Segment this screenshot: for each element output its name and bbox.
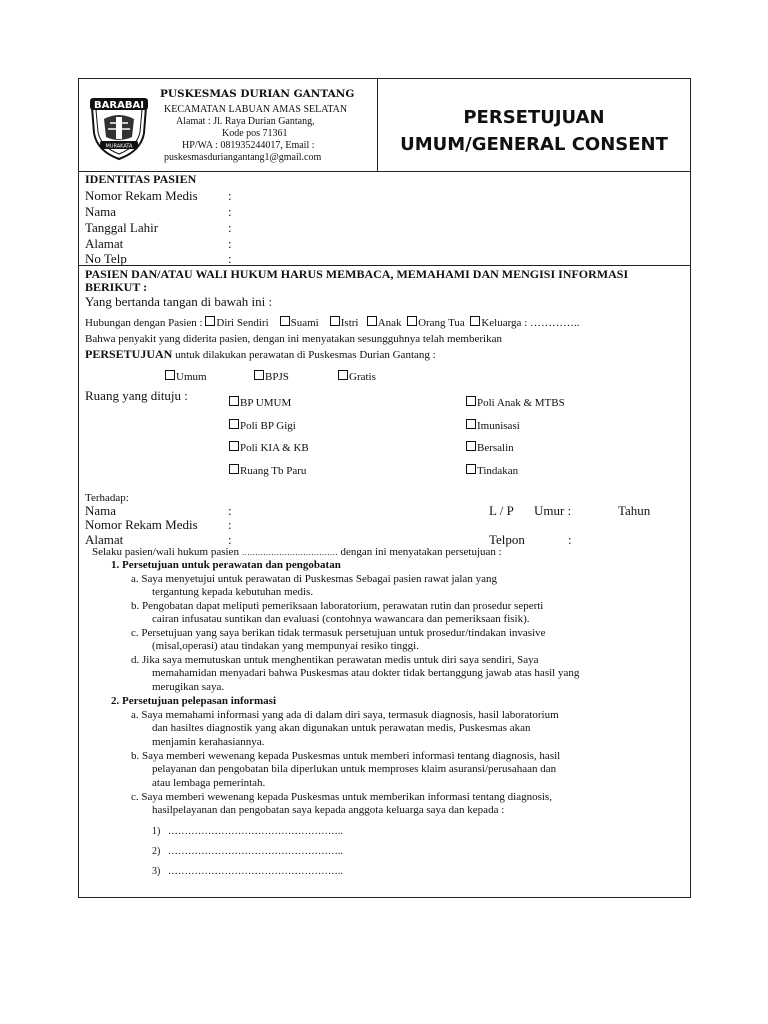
postcode: Kode pos 71361	[222, 128, 288, 139]
ruang-label: Ruang yang dituju :	[85, 388, 188, 403]
field-alamat-label: Alamat	[85, 236, 124, 251]
form-title	[380, 104, 688, 158]
checkbox[interactable]	[466, 396, 476, 406]
terhadap-lp: L / P	[489, 503, 514, 518]
statement-bold: PERSETUJUAN	[85, 347, 173, 361]
terhadap-nama-label: Nama	[85, 503, 117, 518]
family-line-dots: ……………………………………………..	[167, 826, 343, 837]
consent-intro-dots: ………………………………	[241, 548, 338, 557]
checkbox[interactable]	[407, 316, 417, 326]
checkbox[interactable]	[338, 370, 348, 380]
consent-intro-b: dengan ini menyatakan persetujuan :	[340, 546, 502, 558]
title-line1: PERSETUJUAN	[463, 107, 605, 128]
payment-gratis[interactable]: Gratis	[338, 370, 376, 383]
identity-bottom-rule	[78, 265, 691, 266]
field-nama-label: Nama	[85, 204, 117, 219]
s1-b-line1: b. Pengobatan dapat meliputi pemeriksaan laboratorium, perawatan rutin dan prosedur seperti	[131, 600, 544, 612]
field-nama-sep: :	[228, 204, 232, 219]
checkbox[interactable]	[466, 419, 476, 429]
field-dob-label: Tanggal Lahir	[85, 220, 159, 235]
checkbox[interactable]	[254, 370, 264, 380]
ruang-poli-kia[interactable]: Poli KIA & KB	[229, 441, 309, 454]
checkbox[interactable]	[229, 419, 239, 429]
ruang-bersalin[interactable]: Bersalin	[466, 441, 514, 454]
ruang-tb-paru[interactable]: Ruang Tb Paru	[229, 464, 306, 477]
section1-title: 1. Persetujuan untuk perawatan dan pengobatan	[111, 559, 341, 571]
s1-a-line2: tergantung kepada kebutuhan medis.	[152, 586, 314, 598]
section2-title: 2. Persetujuan pelepasan informasi	[111, 695, 276, 707]
relation-wife[interactable]: Istri	[330, 317, 359, 329]
ruang-bp-umum[interactable]: BP UMUM	[229, 396, 291, 409]
address: Alamat : Jl. Raya Durian Gantang,	[176, 116, 315, 127]
checkbox[interactable]	[229, 441, 239, 451]
logo-text-top: BARABAI	[94, 100, 144, 111]
instruction-line2: BERIKUT :	[85, 280, 148, 294]
instruction-line1: PASIEN DAN/ATAU WALI HUKUM HARUS MEMBACA, MEMAHAMI DAN MENGISI INFORMASI	[85, 267, 629, 281]
statement-line1: Bahwa penyakit yang diderita pasien, dengan ini menyatakan sesungguhnya telah memberikan	[85, 333, 502, 345]
family-line-1[interactable]	[152, 826, 343, 837]
terhadap-telpon-sep: :	[568, 532, 572, 547]
checkbox[interactable]	[330, 316, 340, 326]
ruang-imunisasi[interactable]: Imunisasi	[466, 419, 520, 432]
family-line-dots: ……………………………………………..	[167, 846, 343, 857]
checkbox[interactable]	[280, 316, 290, 326]
family-line-num: 2)	[152, 846, 161, 857]
s1-d-line1: d. Jika saya memutuskan untuk menghentikan perawatan medis untuk diri saya sendiri, Saya	[131, 654, 539, 666]
email: puskesmasduriangantang1@gmail.com	[164, 152, 322, 163]
relation-child[interactable]: Anak	[367, 317, 402, 329]
field-telp-sep: :	[228, 251, 232, 266]
s1-c-line2: (misal,operasi) atau tindakan yang mempunyai resiko tinggi.	[152, 640, 419, 652]
signer-line: Yang bertanda tangan di bawah ini :	[85, 294, 273, 309]
org-name: PUSKESMAS DURIAN GANTANG	[160, 88, 355, 100]
contact: HP/WA : 081935244017, Email :	[182, 140, 315, 151]
terhadap-umur: Umur :	[534, 503, 572, 518]
relation-family[interactable]: Keluarga	[470, 317, 521, 329]
checkbox[interactable]	[367, 316, 377, 326]
checkbox[interactable]	[466, 464, 476, 474]
family-line-2[interactable]	[152, 846, 343, 857]
payment-bpjs[interactable]: BPJS	[254, 370, 289, 383]
consent-intro-a: Selaku pasien/wali hukum pasien	[92, 546, 239, 558]
terhadap-tahun: Tahun	[618, 503, 651, 518]
payment-umum[interactable]: Umum	[165, 370, 207, 383]
s1-b-line2: cairan infusatau suntikan dan evaluasi (contohnya wawancara dan pemeriksaan fisik).	[152, 613, 530, 625]
s1-a-line1: a. Saya menyetujui untuk perawatan di Puskesmas Sebagai pasien rawat jalan yang	[131, 573, 497, 585]
s2-a-line2: dan hasiltes diagnostik yang akan digunakan untuk perawatan medis, Puskesmas akan	[152, 722, 531, 734]
field-nrm-sep: :	[228, 188, 232, 203]
consent-intro	[92, 546, 502, 558]
field-telp-label: No Telp	[85, 251, 127, 266]
s1-c-line1: c. Persetujuan yang saya berikan tidak termasuk persetujuan untuk prosedur/tindakan invasive	[131, 627, 546, 639]
family-line-3[interactable]	[152, 866, 343, 877]
checkbox[interactable]	[470, 316, 480, 326]
family-line-num: 1)	[152, 826, 161, 837]
terhadap-nama-sep: :	[228, 503, 232, 518]
checkbox[interactable]	[205, 316, 215, 326]
relation-parent[interactable]: Orang Tua	[407, 317, 465, 329]
statement-line2	[85, 347, 436, 362]
s1-d-line3: merugikan saya.	[152, 681, 225, 693]
relation-row	[85, 316, 580, 329]
s1-d-line2: memahamidan menyadari bahwa Puskesmas atau dokter tidak bertanggung jawab atas hasil yang	[152, 667, 580, 679]
ruang-tindakan[interactable]: Tindakan	[466, 464, 518, 477]
identity-heading: IDENTITAS PASIEN	[85, 172, 197, 186]
title-line2: UMUM/GENERAL CONSENT	[400, 134, 668, 155]
checkbox[interactable]	[229, 464, 239, 474]
checkbox[interactable]	[165, 370, 175, 380]
ruang-poli-anak[interactable]: Poli Anak & MTBS	[466, 396, 565, 409]
puskesmas-logo	[86, 93, 152, 161]
ruang-poli-gigi[interactable]: Poli BP Gigi	[229, 419, 296, 432]
field-alamat-sep: :	[228, 236, 232, 251]
field-dob-sep: :	[228, 220, 232, 235]
checkbox[interactable]	[229, 396, 239, 406]
s2-a-line3: menjamin kerahasiannya.	[152, 736, 265, 748]
s2-b-line2: pelayanan dan pengobatan bila diperlukan untuk memproses klaim asuransi/perusahaan dan	[152, 763, 557, 775]
s2-a-line1: a. Saya memahami informasi yang ada di dalam diri saya, termasuk diagnosis, hasil laboratorium	[131, 709, 559, 721]
district: KECAMATAN LABUAN AMAS SELATAN	[164, 104, 348, 115]
terhadap-nrm-label: Nomor Rekam Medis	[85, 517, 198, 532]
family-line-num: 3)	[152, 866, 161, 877]
logo-text-bottom: MURAKATA	[105, 143, 133, 150]
terhadap-nrm-sep: :	[228, 517, 232, 532]
relation-self[interactable]: Diri Sendiri	[205, 317, 268, 329]
statement-rest: untuk dilakukan perawatan di Puskesmas Durian Gantang :	[172, 349, 436, 361]
terhadap-alamat-label: Alamat	[85, 532, 124, 547]
checkbox[interactable]	[466, 441, 476, 451]
s2-b-line3: atau lembaga pemerintah.	[152, 777, 266, 789]
family-line-dots: ……………………………………………..	[167, 866, 343, 877]
terhadap-telpon: Telpon	[489, 532, 525, 547]
s2-b-line1: b. Saya memberi wewenang kepada Puskesmas untuk memberi informasi tentang diagnosis, hasil	[131, 750, 561, 762]
field-nrm-label: Nomor Rekam Medis	[85, 188, 198, 203]
relation-fill: : …………..	[524, 317, 580, 329]
relation-label: Hubungan dengan Pasien :	[85, 317, 203, 329]
s2-c-line1: c. Saya memberi wewenang kepada Puskesmas untuk memberikan informasi tentang diagnosis,	[131, 791, 552, 803]
s2-c-line2: hasilpelayanan dan pengobatan saya kepada anggota keluarga saya dan kepada :	[152, 804, 505, 816]
terhadap-alamat-sep: :	[228, 532, 232, 547]
relation-husband[interactable]: Suami	[280, 317, 319, 329]
terhadap-heading: Terhadap:	[85, 492, 129, 504]
header-divider	[377, 78, 378, 171]
